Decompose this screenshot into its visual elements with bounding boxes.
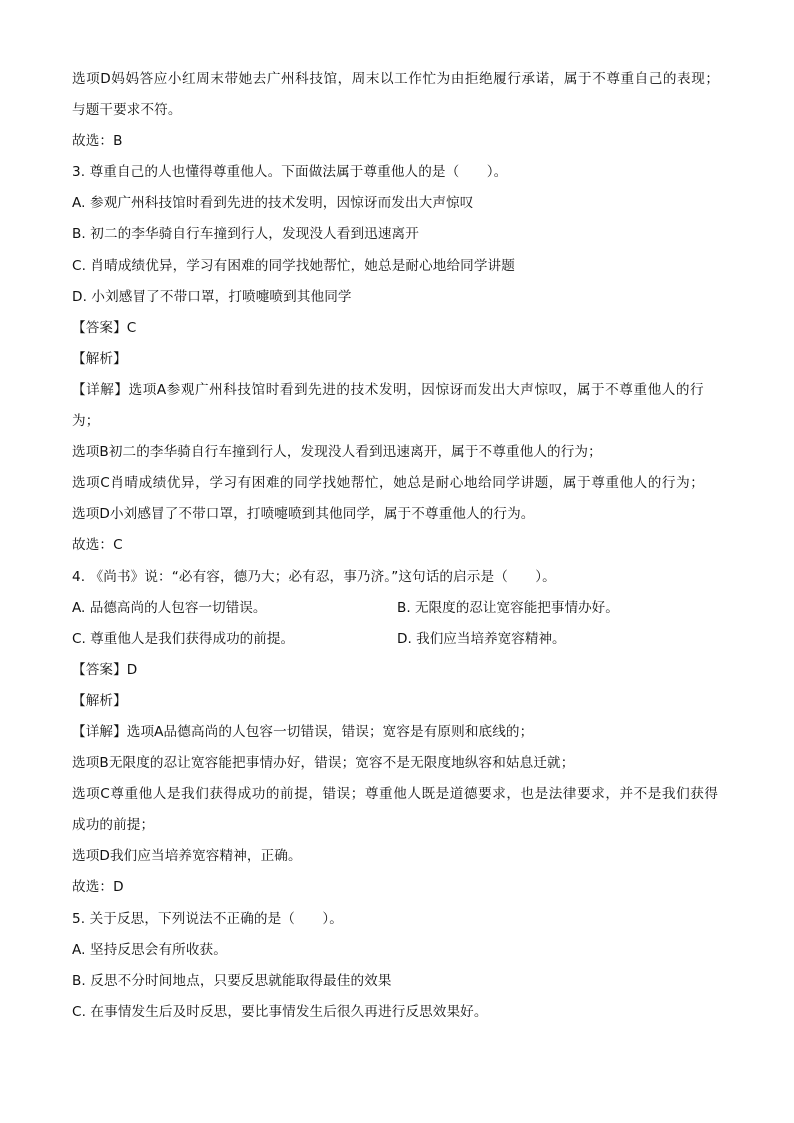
final-choice: 故选：B (72, 133, 123, 150)
question-3-detail: 为； (72, 413, 100, 430)
question-3-option-c: C. 肖晴成绩优异，学习有困难的同学找她帮忙，她总是耐心地给同学讲题 (72, 257, 515, 274)
question-5-option-c: C. 在事情发生后及时反思，要比事情发生后很久再进行反思效果好。 (72, 1003, 488, 1020)
question-3-option-d: D. 小刘感冒了不带口罩，打喷嚏喷到其他同学 (72, 288, 352, 305)
question-4-options-row (72, 624, 727, 655)
question-3-analysis-label: 【解析】 (72, 350, 127, 367)
question-4-choice: 故选：D (72, 879, 124, 896)
question-3-detail: 【详解】选项A参观广州科技馆时看到先进的技术发明，因惊讶而发出大声惊叹，属于不尊重他人的行 (72, 381, 705, 398)
question-5-stem: 5. 关于反思，下列说法不正确的是（ ）。 (72, 910, 343, 927)
question-3-option-b: B. 初二的李华骑自行车撞到行人，发现没人看到迅速离开 (72, 226, 419, 243)
question-4-detail: 选项D我们应当培养宽容精神，正确。 (72, 848, 302, 865)
question-3-detail: 选项B初二的李华骑自行车撞到行人，发现没人看到迅速离开，属于不尊重他人的行为； (72, 444, 602, 461)
question-4-detail: 【详解】选项A品德高尚的人包容一切错误，错误；宽容是有原则和底线的； (72, 723, 534, 740)
question-4-option-a: A. 品德高尚的人包容一切错误。 (72, 599, 267, 616)
question-3-detail: 选项D小刘感冒了不带口罩，打喷嚏喷到其他同学，属于不尊重他人的行为。 (72, 506, 535, 523)
question-4-detail: 成功的前提； (72, 817, 155, 834)
question-4-analysis-label: 【解析】 (72, 692, 127, 709)
question-4-answer: 【答案】D (72, 661, 138, 678)
question-4-detail: 选项B无限度的忍让宽容能把事情办好，错误；宽容不是无限度地纵容和姑息迁就； (72, 755, 575, 772)
question-4-option-d: D. 我们应当培养宽容精神。 (397, 630, 566, 647)
question-3-stem: 3. 尊重自己的人也懂得尊重他人。下面做法属于尊重他人的是（ ）。 (72, 164, 508, 181)
question-4-stem: 4. 《尚书》说：“必有容，德乃大；必有忍，事乃济。”这句话的启示是（ ）。 (72, 568, 556, 585)
question-4-option-c: C. 尊重他人是我们获得成功的前提。 (72, 630, 295, 647)
text-line: 与题干要求不符。 (72, 102, 182, 119)
question-3-option-a: A. 参观广州科技馆时看到先进的技术发明，因惊讶而发出大声惊叹 (72, 195, 474, 212)
question-3-choice: 故选：C (72, 537, 123, 554)
question-4-options-row (72, 593, 727, 624)
document-page (72, 64, 727, 1028)
question-5-option-a: A. 坚持反思会有所收获。 (72, 941, 227, 958)
question-5-option-b: B. 反思不分时间地点，只要反思就能取得最佳的效果 (72, 972, 392, 989)
question-3-answer: 【答案】C (72, 319, 137, 336)
question-3-detail: 选项C肖晴成绩优异，学习有困难的同学找她帮忙，她总是耐心地给同学讲题，属于尊重他人的行为； (72, 475, 705, 492)
text-line: 选项D妈妈答应小红周末带她去广州科技馆，周末以工作忙为由拒绝履行承诺，属于不尊重自己的表现； (72, 71, 720, 87)
question-4-option-b: B. 无限度的忍让宽容能把事情办好。 (397, 599, 619, 616)
question-4-detail: 选项C尊重他人是我们获得成功的前提，错误；尊重他人既是道德要求，也是法律要求，并不是我们获得 (72, 786, 719, 803)
